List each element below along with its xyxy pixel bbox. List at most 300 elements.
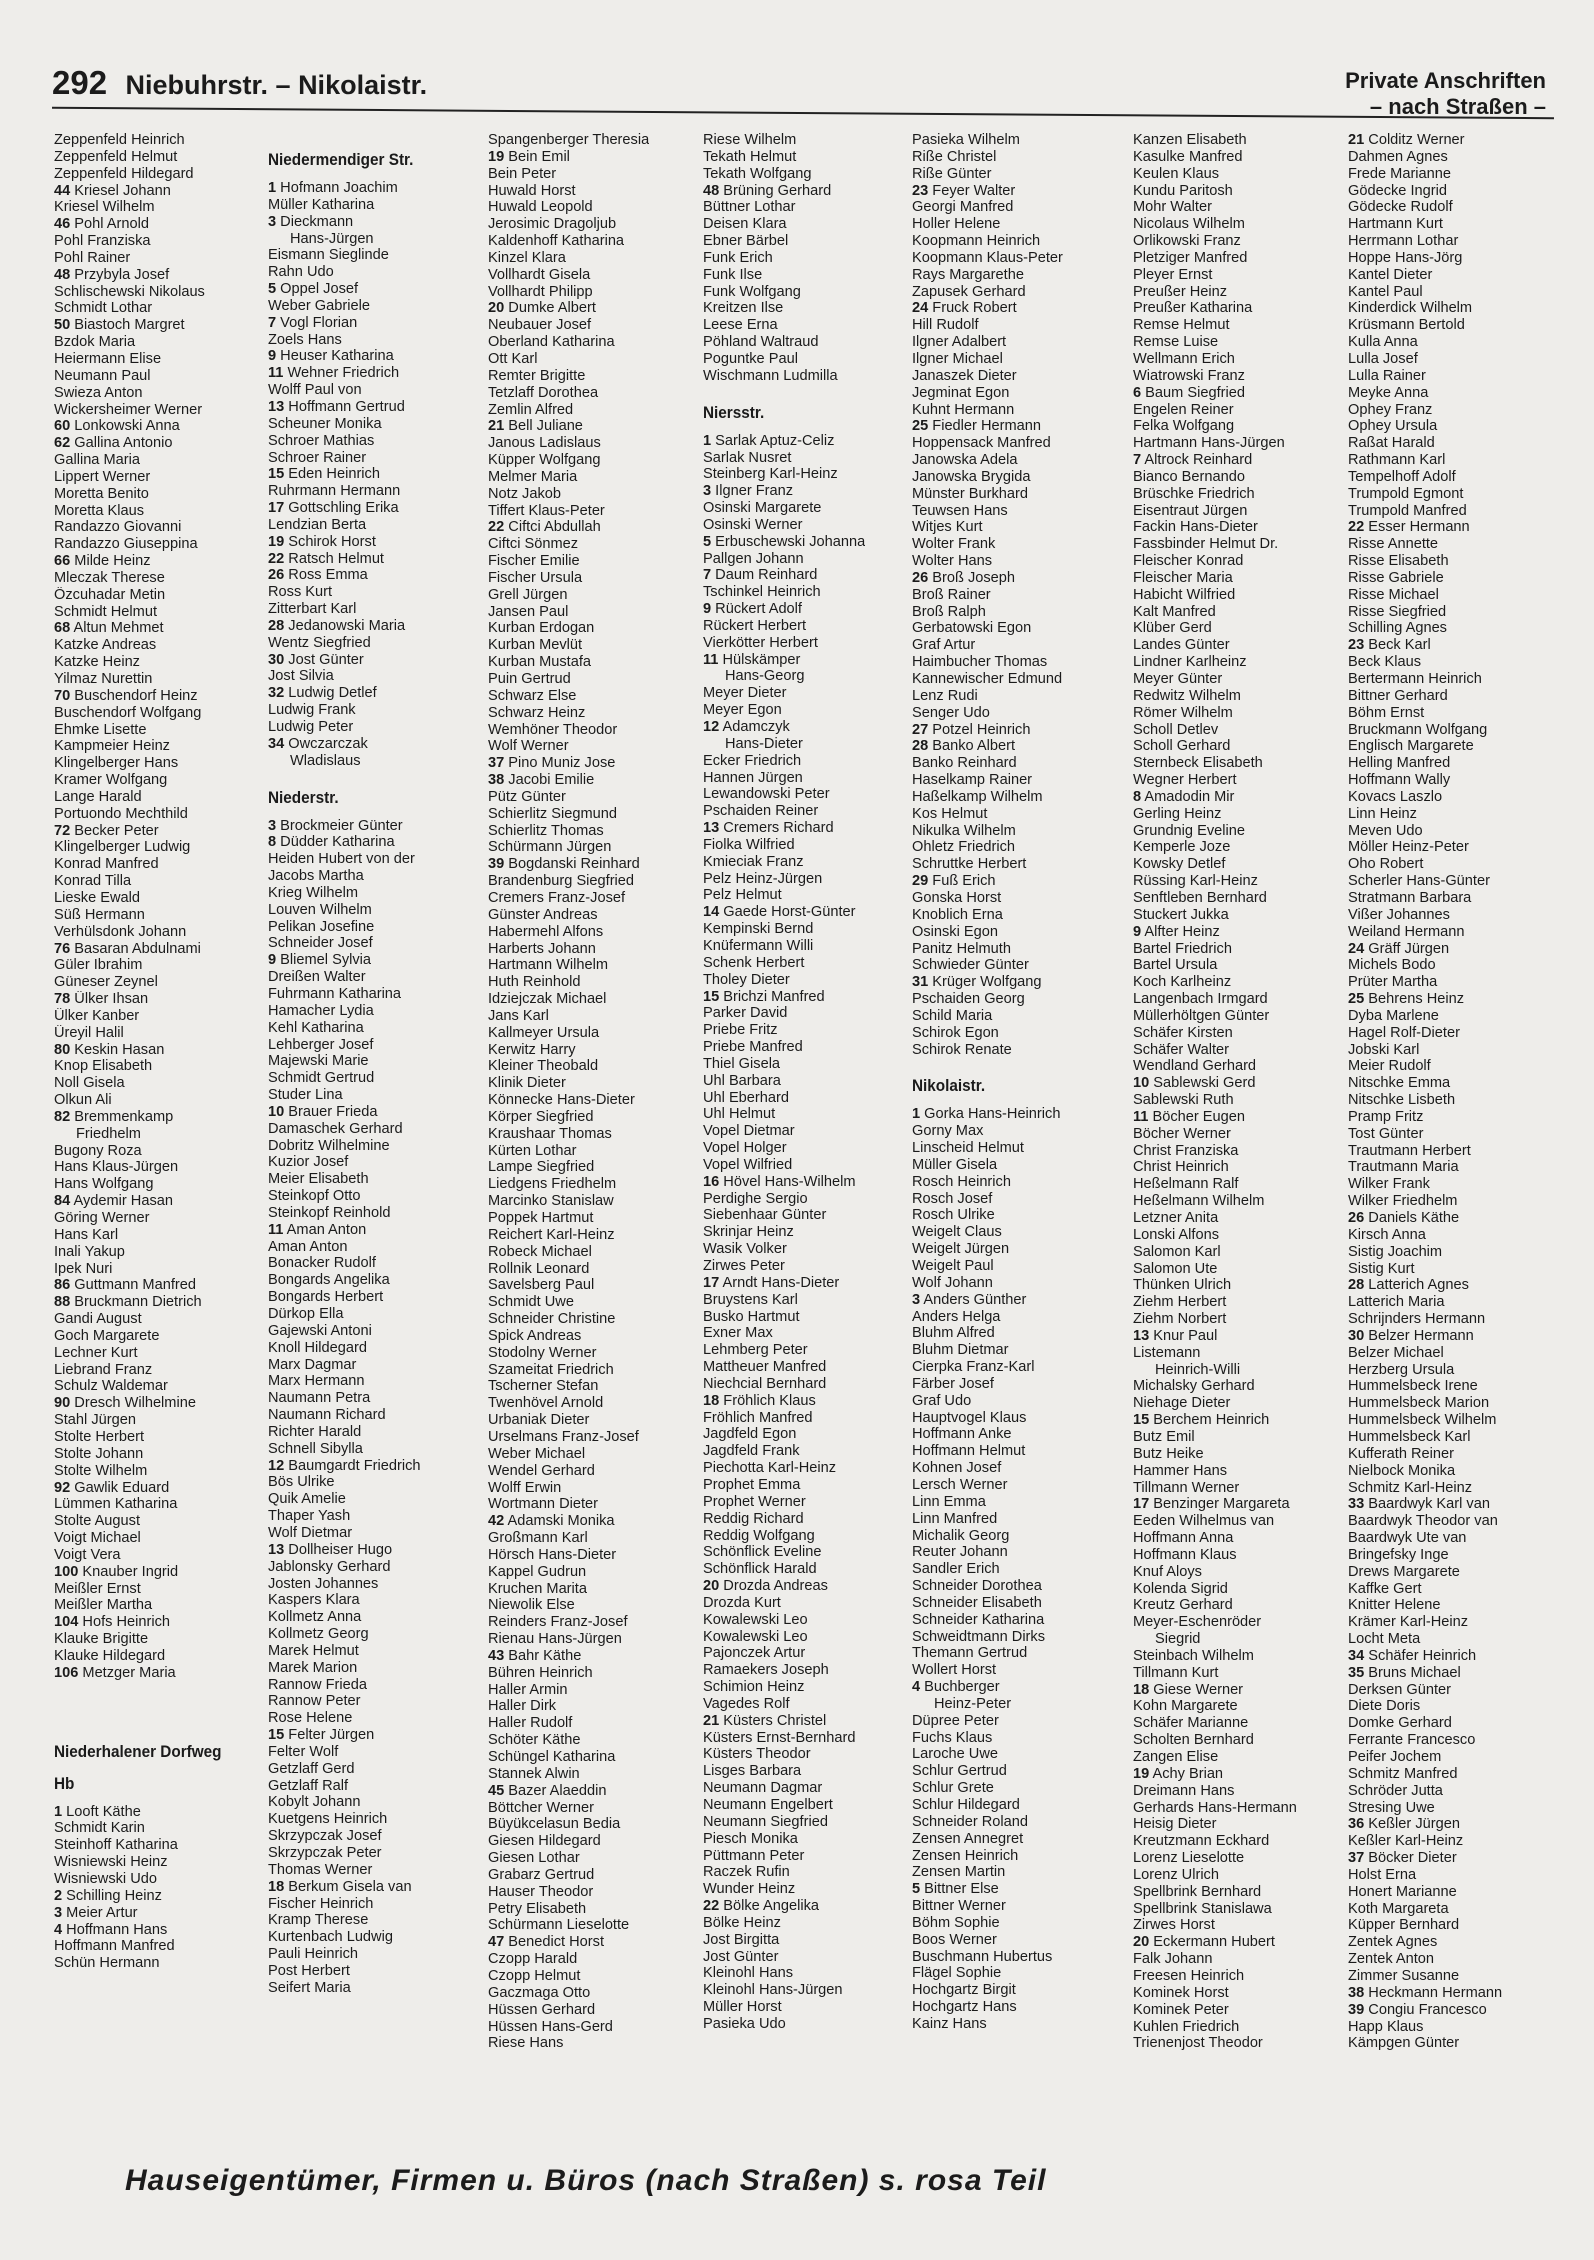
resident-entry: Kleinohl Hans <box>703 1965 794 1982</box>
resident-entry: Jansen Paul <box>488 603 569 620</box>
resident-entry: Schün Hermann <box>54 1955 160 1972</box>
resident-entry: Schild Maria <box>912 1007 993 1024</box>
resident-entry: Stratmann Barbara <box>1348 889 1472 906</box>
resident-entry: Remse Helmut <box>1133 317 1230 334</box>
resident-entry: Hummelsbeck Marion <box>1348 1395 1490 1412</box>
resident-entry: Sablewski Ruth <box>1133 1092 1234 1109</box>
resident-entry: Schmitz Manfred <box>1348 1765 1458 1782</box>
resident-entry: Marek Helmut <box>268 1642 359 1659</box>
resident-entry: Seifert Maria <box>268 1979 351 1996</box>
resident-entry: Kemperle Joze <box>1133 839 1231 856</box>
resident-entry: Herzberg Ursula <box>1348 1361 1455 1378</box>
resident-entry: Vopel Wilfried <box>703 1156 793 1173</box>
resident-entry: Jacobs Martha <box>268 868 364 885</box>
resident-entry: 15 Brichzi Manfred <box>703 988 825 1005</box>
resident-entry: Steinberg Karl-Heinz <box>703 466 838 483</box>
resident-entry: Scholten Bernhard <box>1133 1732 1254 1749</box>
resident-entry: Gorny Max <box>912 1123 984 1140</box>
resident-entry: Vißer Johannes <box>1348 906 1450 923</box>
house-number: 22 <box>488 519 505 536</box>
resident-entry: Klauke Brigitte <box>54 1631 149 1648</box>
resident-entry: Lorenz Lieselotte <box>1133 1850 1245 1867</box>
resident-entry: Scholl Gerhard <box>1133 738 1231 755</box>
resident-entry: 17 Arndt Hans-Dieter <box>703 1274 840 1291</box>
resident-entry: Hammer Hans <box>1133 1462 1228 1479</box>
resident-entry: Schlur Grete <box>912 1780 994 1797</box>
resident-entry: 45 Bazer Alaeddin <box>488 1782 607 1799</box>
resident-entry: 3 Meier Artur <box>54 1904 138 1921</box>
resident-entry: Schroer Mathias <box>268 432 375 449</box>
resident-entry: Bianco Bernando <box>1133 468 1245 485</box>
resident-entry: Güneser Zeynel <box>54 974 158 991</box>
resident-entry: 84 Aydemir Hasan <box>54 1193 173 1210</box>
resident-entry: Ott Karl <box>488 350 538 367</box>
house-number: 29 <box>912 873 929 890</box>
resident-entry: Bluhm Dietmar <box>912 1342 1009 1359</box>
resident-entry: Kuetgens Heinrich <box>268 1811 388 1828</box>
resident-entry: Wunder Heinz <box>703 1881 796 1898</box>
resident-entry: Rosch Ulrike <box>912 1207 995 1224</box>
resident-entry: Heßelmann Wilhelm <box>1133 1193 1265 1210</box>
house-number: 26 <box>1348 1210 1365 1226</box>
spacer <box>703 385 865 391</box>
house-number: 28 <box>1348 1277 1365 1294</box>
resident-entry: 24 Gräff Jürgen <box>1348 940 1450 957</box>
resident-entry: 21 Colditz Werner <box>1348 132 1465 148</box>
resident-entry: Krämer Karl-Heinz <box>1348 1614 1469 1631</box>
resident-entry: Färber Josef <box>912 1375 994 1392</box>
resident-entry: Reddig Wolfgang <box>703 1527 815 1544</box>
resident-entry: Yilmaz Nurettin <box>54 671 153 687</box>
resident-entry: Hauser Theodor <box>488 1883 594 1900</box>
resident-entry: Sistig Joachim <box>1348 1243 1443 1260</box>
resident-entry: Lange Harald <box>54 788 142 805</box>
resident-entry: Skrzypczak Josef <box>268 1828 382 1845</box>
resident-entry: Wolf Johann <box>912 1274 993 1291</box>
house-number: 46 <box>54 216 71 233</box>
resident-entry: Czopp Harald <box>488 1951 578 1968</box>
resident-entry: Hartmann Hans-Jürgen <box>1133 435 1285 452</box>
resident-entry: Wendland Gerhard <box>1133 1058 1257 1075</box>
directory-column-1 <box>54 132 240 1972</box>
resident-entry: Klinik Dieter <box>488 1075 566 1092</box>
resident-entry: Rahn Udo <box>268 264 334 281</box>
resident-entry: Naumann Petra <box>268 1390 371 1407</box>
house-number: 10 <box>1133 1075 1150 1092</box>
resident-entry: Stuckert Jukka <box>1133 906 1229 923</box>
house-number: 84 <box>54 1193 71 1210</box>
resident-entry: Mleczak Therese <box>54 569 165 586</box>
resident-entry: Liebrand Franz <box>54 1361 153 1378</box>
resident-entry: 7 Daum Reinhard <box>703 567 818 584</box>
page-title: Niebuhrstr. – Nikolaistr. <box>125 70 428 100</box>
resident-entry: 80 Keskin Hasan <box>54 1041 165 1058</box>
resident-entry: Pohl Rainer <box>54 249 131 266</box>
resident-entry: 8 Amadodin Mir <box>1133 788 1235 805</box>
resident-entry: Thünken Ulrich <box>1133 1277 1232 1294</box>
resident-entry: Rüssing Karl-Heinz <box>1133 873 1258 890</box>
resident-entry: Ilgner Michael <box>912 350 1003 367</box>
house-number: 5 <box>268 281 277 298</box>
resident-entry: Schmidt Uwe <box>488 1294 574 1311</box>
resident-entry: Sandler Erich <box>912 1561 1000 1578</box>
resident-entry: Kurban Mustafa <box>488 654 592 671</box>
resident-entry: Vopel Dietmar <box>703 1123 795 1140</box>
resident-entry: Prüter Martha <box>1348 974 1438 991</box>
resident-entry: Ziehm Herbert <box>1133 1294 1227 1311</box>
resident-entry: Kaspers Klara <box>268 1592 360 1609</box>
resident-entry: Aman Anton <box>268 1238 348 1255</box>
resident-entry: 30 Jost Günter <box>268 651 364 668</box>
house-number: 22 <box>268 550 285 567</box>
resident-entry: 3 Ilgner Franz <box>703 483 794 500</box>
house-number: 88 <box>54 1294 71 1311</box>
house-number: 86 <box>54 1277 71 1294</box>
resident-entry: Wollert Horst <box>912 1662 997 1679</box>
resident-entry: Uhl Eberhard <box>703 1089 789 1106</box>
resident-entry: Kehl Katharina <box>268 1019 364 1036</box>
resident-entry: Hoffmann Helmut <box>912 1443 1026 1460</box>
house-number: 62 <box>54 435 71 452</box>
resident-entry: Bertermann Heinrich <box>1348 671 1482 687</box>
resident-entry: Püttmann Peter <box>703 1847 805 1864</box>
resident-entry: Lersch Werner <box>912 1476 1008 1493</box>
resident-entry: Zentek Agnes <box>1348 1934 1438 1951</box>
house-number: 17 <box>1133 1496 1150 1513</box>
resident-entry: 4 Hoffmann Hans <box>54 1921 168 1938</box>
resident-entry: Linn Manfred <box>912 1510 998 1527</box>
house-number: 8 <box>1133 788 1142 805</box>
resident-entry: Jagdfeld Frank <box>703 1443 800 1460</box>
resident-entry: 18 Berkum Gisela van <box>268 1878 412 1895</box>
resident-entry: Bittner Gerhard <box>1348 687 1448 704</box>
resident-entry: Kirsch Anna <box>1348 1226 1426 1243</box>
resident-entry: Vollhardt Philipp <box>488 283 593 300</box>
resident-entry: 2 Schilling Heinz <box>54 1887 162 1904</box>
section-title: Private Anschriften <box>1345 68 1546 93</box>
resident-entry: Lewandowski Peter <box>703 786 830 803</box>
resident-entry: Bittner Werner <box>912 1898 1006 1915</box>
resident-entry: Schlischewski Nikolaus <box>54 283 205 300</box>
house-number: 76 <box>54 940 71 957</box>
resident-entry: Perdighe Sergio <box>703 1190 808 1207</box>
resident-entry: 17 Benzinger Margareta <box>1133 1496 1290 1513</box>
resident-entry: 27 Potzel Heinrich <box>912 721 1031 738</box>
resident-entry: Holst Erna <box>1348 1866 1417 1883</box>
house-number: 38 <box>488 772 505 789</box>
resident-entry: 72 Becker Peter <box>54 822 159 839</box>
resident-entry: Nitschke Lisbeth <box>1348 1092 1456 1109</box>
resident-entry: Gerbatowski Egon <box>912 620 1032 637</box>
resident-entry: Wladislaus <box>290 752 361 769</box>
resident-entry: Janowska Adela <box>912 452 1018 469</box>
resident-entry: Riße Günter <box>912 165 992 182</box>
house-number: 19 <box>268 533 285 550</box>
resident-entry: Domke Gerhard <box>1348 1715 1452 1732</box>
resident-entry: Robeck Michael <box>488 1243 592 1260</box>
resident-entry: Weigelt Paul <box>912 1258 994 1274</box>
resident-entry: Lisges Barbara <box>703 1763 802 1780</box>
resident-entry: Preußer Heinz <box>1133 283 1228 300</box>
house-number: 23 <box>912 182 929 199</box>
resident-entry: Zentek Anton <box>1348 1951 1435 1968</box>
resident-entry: 38 Heckmann Hermann <box>1348 1984 1503 2001</box>
resident-entry: Keulen Klaus <box>1133 165 1220 182</box>
resident-entry: Marx Hermann <box>268 1373 365 1390</box>
resident-entry: Kanzen Elisabeth <box>1133 132 1247 148</box>
resident-entry: Ludwig Frank <box>268 702 356 719</box>
resident-entry: Josten Johannes <box>268 1575 379 1592</box>
resident-entry: Spangenberger Theresia <box>488 132 650 148</box>
resident-entry: Neumann Dagmar <box>703 1780 823 1797</box>
house-number: 48 <box>703 182 720 199</box>
resident-entry: Zensen Martin <box>912 1864 1006 1881</box>
resident-entry: Schöter Käthe <box>488 1732 581 1749</box>
house-number: 37 <box>1348 1850 1365 1867</box>
resident-entry: Fuhrmann Katharina <box>268 985 402 1002</box>
resident-entry: Kollmetz Anna <box>268 1609 362 1626</box>
resident-entry: Meißler Ernst <box>54 1580 141 1597</box>
resident-entry: Twenhövel Arnold <box>488 1395 604 1412</box>
resident-entry: 11 Wehner Friedrich <box>268 365 400 382</box>
resident-entry: Krieg Wilhelm <box>268 884 359 901</box>
resident-entry: Kuhlen Friedrich <box>1133 2018 1240 2035</box>
resident-entry: Grabarz Gertrud <box>488 1866 595 1883</box>
resident-entry: Schlur Hildegard <box>912 1797 1020 1813</box>
resident-entry: Sistig Kurt <box>1348 1260 1415 1277</box>
resident-entry: Stolte Wilhelm <box>54 1462 148 1479</box>
resident-entry: Schimion Heinz <box>703 1679 805 1696</box>
house-number: 24 <box>1348 940 1365 957</box>
resident-entry: Grundnig Eveline <box>1133 822 1245 839</box>
resident-entry: Ipek Nuri <box>54 1260 113 1277</box>
resident-entry: 7 Altrock Reinhard <box>1133 452 1253 469</box>
resident-entry: Linn Heinz <box>1348 805 1417 822</box>
resident-entry: Cierpka Franz-Karl <box>912 1359 1035 1376</box>
resident-entry: 3 Dieckmann <box>268 213 354 230</box>
resident-entry: Eisentraut Jürgen <box>1133 502 1248 519</box>
resident-entry: Pöhland Waltraud <box>703 334 819 351</box>
resident-entry: Kowalewski Leo <box>703 1611 808 1628</box>
resident-entry: Stodolny Werner <box>488 1344 597 1361</box>
resident-entry: 25 Fiedler Hermann <box>912 418 1041 435</box>
resident-entry: Huwald Horst <box>488 182 576 199</box>
resident-entry: Locht Meta <box>1348 1631 1421 1648</box>
resident-entry: Schilling Agnes <box>1348 620 1447 637</box>
resident-entry: Uhl Helmut <box>703 1106 776 1123</box>
resident-entry: Kämpgen Günter <box>1348 2035 1460 2052</box>
house-number: 13 <box>1133 1327 1150 1344</box>
resident-entry: Wischmann Ludmilla <box>703 367 838 384</box>
resident-entry: Moretta Klaus <box>54 502 145 519</box>
resident-entry: 20 Eckermann Hubert <box>1133 1934 1275 1951</box>
resident-entry: 9 Heuser Katharina <box>268 348 394 365</box>
resident-entry: 13 Cremers Richard <box>703 820 834 837</box>
resident-entry: Butz Emil <box>1133 1428 1195 1445</box>
resident-entry: Dyba Marlene <box>1348 1007 1439 1024</box>
resident-entry: Hoppe Hans-Jörg <box>1348 249 1463 266</box>
resident-entry: Klingelberger Ludwig <box>54 839 191 856</box>
resident-entry: 28 Latterich Agnes <box>1348 1277 1469 1294</box>
house-number: 36 <box>1348 1816 1365 1833</box>
resident-entry: Hans-Jürgen <box>290 230 374 247</box>
resident-entry: Zeppenfeld Helmut <box>54 148 178 165</box>
resident-entry: Katzke Andreas <box>54 637 157 654</box>
resident-entry: Böhm Sophie <box>912 1914 1000 1931</box>
resident-entry: Kerwitz Harry <box>488 1041 576 1058</box>
resident-entry: Pauli Heinrich <box>268 1946 359 1963</box>
resident-entry: Wasik Volker <box>703 1241 787 1258</box>
resident-entry: Poppek Hartmut <box>488 1210 594 1226</box>
resident-entry: Georgi Manfred <box>912 199 1014 216</box>
house-number: 35 <box>1348 1664 1365 1681</box>
resident-entry: Grell Jürgen <box>488 586 568 603</box>
resident-entry: Kohn Margarete <box>1133 1698 1238 1715</box>
resident-entry: 1 Gorka Hans-Heinrich <box>912 1106 1061 1123</box>
resident-entry: Meier Elisabeth <box>268 1171 369 1188</box>
resident-entry: Szameitat Friedrich <box>488 1361 614 1378</box>
resident-entry: 100 Knauber Ingrid <box>54 1563 179 1580</box>
resident-entry: Lonski Alfons <box>1133 1226 1219 1243</box>
resident-entry: Funk Erich <box>703 249 773 266</box>
resident-entry: Kuzior Josef <box>268 1154 349 1171</box>
footer-note: Hauseigentümer, Firmen u. Büros (nach Straßen) s. rosa Teil <box>125 2164 1047 2197</box>
resident-entry: Piechotta Karl-Heinz <box>703 1460 837 1477</box>
resident-entry: 21 Bell Juliane <box>488 418 583 435</box>
resident-entry: Osinski Egon <box>912 923 998 940</box>
resident-entry: Zimmer Susanne <box>1348 1967 1460 1984</box>
resident-entry: Helling Manfred <box>1348 755 1451 772</box>
resident-entry: Ziehm Norbert <box>1133 1311 1227 1328</box>
resident-entry: Janaszek Dieter <box>912 367 1017 384</box>
resident-entry: Hans Wolfgang <box>54 1176 154 1193</box>
house-number: 30 <box>268 651 285 668</box>
resident-entry: Funk Ilse <box>703 266 763 283</box>
house-number: 12 <box>268 1457 285 1474</box>
resident-entry: Thomas Werner <box>268 1861 373 1878</box>
resident-entry: Notz Jakob <box>488 485 562 502</box>
resident-entry: Jans Karl <box>488 1007 549 1024</box>
resident-entry: 15 Eden Heinrich <box>268 466 380 483</box>
resident-entry: Heiden Hubert von der <box>268 851 415 868</box>
resident-entry: Hummelsbeck Wilhelm <box>1348 1412 1497 1429</box>
house-number: 7 <box>703 567 712 584</box>
resident-entry: Majewski Marie <box>268 1053 369 1070</box>
resident-entry: Fröhlich Manfred <box>703 1409 813 1426</box>
resident-entry: 4 Buchberger <box>912 1679 1000 1696</box>
resident-entry: Stannek Alwin <box>488 1765 580 1782</box>
resident-entry: Weiland Hermann <box>1348 923 1465 940</box>
resident-entry: Osinski Margarete <box>703 500 822 517</box>
resident-entry: Getzlaff Gerd <box>268 1760 355 1777</box>
resident-entry: Englisch Margarete <box>1348 738 1474 755</box>
house-number: 22 <box>1348 519 1365 536</box>
resident-entry: Böttcher Werner <box>488 1799 594 1816</box>
resident-entry: Rays Margarethe <box>912 266 1024 283</box>
resident-entry: Bein Peter <box>488 165 557 182</box>
resident-entry: Knüfermann Willi <box>703 937 814 954</box>
resident-entry: Nicolaus Wilhelm <box>1133 216 1245 233</box>
resident-entry: Fischer Ursula <box>488 569 583 586</box>
resident-entry: Flägel Sophie <box>912 1965 1002 1982</box>
resident-entry: Zensen Annegret <box>912 1830 1024 1847</box>
resident-entry: Michalik Georg <box>912 1527 1010 1544</box>
house-number: 9 <box>1133 923 1142 940</box>
house-number: 1 <box>54 1803 63 1820</box>
resident-entry: 37 Böcker Dieter <box>1348 1850 1457 1867</box>
resident-entry: Hartmann Wilhelm <box>488 957 609 974</box>
resident-entry: Tetzlaff Dorothea <box>488 384 599 401</box>
resident-entry: Schmidt Karin <box>54 1820 145 1837</box>
resident-entry: Hannen Jürgen <box>703 769 803 786</box>
resident-entry: Kuhnt Hermann <box>912 401 1015 418</box>
resident-entry: Peifer Jochem <box>1348 1749 1442 1765</box>
resident-entry: Priebe Fritz <box>703 1022 778 1039</box>
house-number: 8 <box>268 834 277 851</box>
resident-entry: 1 Looft Käthe <box>54 1803 141 1820</box>
house-number: 11 <box>268 365 284 382</box>
resident-entry: Petry Elisabeth <box>488 1900 587 1917</box>
resident-entry: Listemann <box>1133 1344 1201 1361</box>
resident-entry: 86 Guttmann Manfred <box>54 1277 196 1294</box>
resident-entry: Eismann Sieglinde <box>268 247 389 264</box>
resident-entry: Lorenz Ulrich <box>1133 1866 1219 1883</box>
resident-entry: Schäfer Walter <box>1133 1041 1229 1058</box>
resident-entry: Meyer Egon <box>703 702 782 719</box>
resident-entry: Osinski Werner <box>703 516 803 533</box>
house-number: 4 <box>912 1679 921 1696</box>
resident-entry: Dürkop Ella <box>268 1306 344 1322</box>
resident-entry: Ilgner Adalbert <box>912 334 1007 351</box>
resident-entry: Kominek Horst <box>1133 1984 1229 2001</box>
resident-entry: Remse Luise <box>1133 334 1219 351</box>
resident-entry: Happ Klaus <box>1348 2018 1424 2035</box>
resident-entry: Reddig Richard <box>703 1510 804 1527</box>
resident-entry: Thaper Yash <box>268 1508 351 1525</box>
resident-entry: Nikulka Wilhelm <box>912 822 1016 839</box>
house-number: 43 <box>488 1647 505 1664</box>
resident-entry: Neumann Paul <box>54 367 151 384</box>
resident-entry: 1 Sarlak Aptuz-Celiz <box>703 432 835 449</box>
resident-entry: Graf Artur <box>912 637 976 654</box>
resident-entry: Post Herbert <box>268 1962 350 1979</box>
resident-entry: Weber Gabriele <box>268 297 370 314</box>
resident-entry: Koch Karlheinz <box>1133 974 1232 991</box>
resident-entry: Hummelsbeck Irene <box>1348 1378 1478 1395</box>
resident-entry: Damaschek Gerhard <box>268 1120 403 1137</box>
resident-entry: Hüssen Hans-Gerd <box>488 2018 613 2035</box>
resident-entry: Müller Katharina <box>268 196 375 213</box>
resident-entry: Wortmann Dieter <box>488 1496 599 1513</box>
resident-entry: 60 Lonkowski Anna <box>54 418 180 435</box>
resident-entry: Richter Harald <box>268 1423 362 1440</box>
resident-entry: Kurban Mevlüt <box>488 637 583 654</box>
resident-entry: 39 Congiu Francesco <box>1348 2001 1487 2018</box>
house-number: 15 <box>268 1727 285 1744</box>
resident-entry: Keßler Karl-Heinz <box>1348 1833 1464 1850</box>
resident-entry: Risse Michael <box>1348 586 1439 603</box>
resident-entry: Exner Max <box>703 1325 773 1342</box>
resident-entry: Heßelmann Ralf <box>1133 1176 1239 1193</box>
resident-entry: Scheuner Monika <box>268 415 382 432</box>
resident-entry: Kallmeyer Ursula <box>488 1024 600 1041</box>
resident-entry: Hoffmann Anna <box>1133 1530 1234 1547</box>
house-number: 7 <box>1133 452 1142 469</box>
resident-entry: Risse Gabriele <box>1348 569 1444 586</box>
house-number: 9 <box>268 952 277 969</box>
resident-entry: Kaldenhoff Katharina <box>488 233 625 250</box>
resident-entry: Preußer Katharina <box>1133 300 1253 317</box>
